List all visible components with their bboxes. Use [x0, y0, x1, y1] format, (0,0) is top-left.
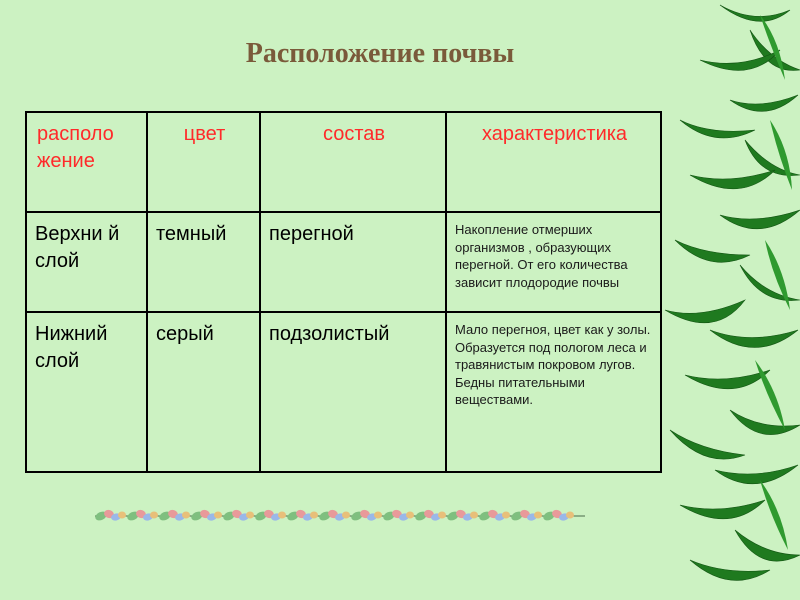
- cell-location: Верхни й слой: [26, 212, 147, 312]
- table-row: [26, 312, 661, 472]
- leaf-border-decoration: [95, 505, 585, 527]
- header-color: цвет: [147, 112, 260, 212]
- cell-color: серый: [147, 312, 260, 472]
- soil-table: [25, 111, 662, 473]
- cell-color: темный: [147, 212, 260, 312]
- cell-composition: перегной: [260, 212, 446, 312]
- bamboo-foliage-decoration: [660, 0, 800, 600]
- header-composition: состав: [260, 112, 446, 212]
- table-header-row: [26, 112, 661, 212]
- cell-composition: подзолистый: [260, 312, 446, 472]
- cell-location: Нижний слой: [26, 312, 147, 472]
- header-characteristic: характеристика: [446, 112, 661, 212]
- header-location: располо жение: [26, 112, 147, 212]
- slide-title: Расположение почвы: [245, 38, 515, 69]
- table-row: [26, 212, 661, 312]
- cell-characteristic: Мало перегноя, цвет как у золы. Образуется под пологом леса и травянистым покровом лугов. Бедны питательными веществами.: [446, 312, 661, 472]
- cell-characteristic: Накопление отмерших организмов , образующих перегной. От его количества зависит плодородие почвы: [446, 212, 661, 312]
